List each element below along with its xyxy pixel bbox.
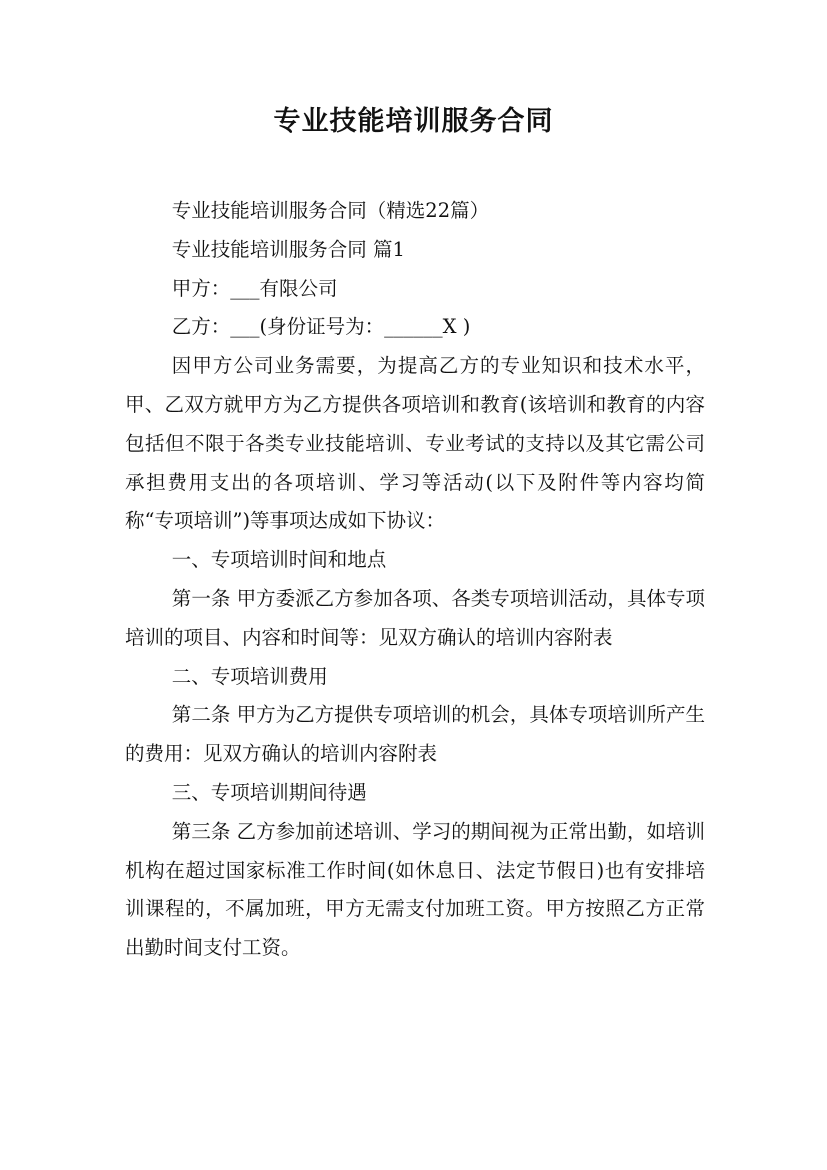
subtitle-paragraph: 专业技能培训服务合同（精选22篇）: [171, 199, 490, 222]
heading-two-paragraph: 二、专项培训费用: [171, 664, 328, 688]
article-one-paragraph: 第一条 甲方委派乙方参加各项、各类专项培训活动，具体专项培训的项目、内容和时间等：见双方确认的培训内容附表: [125, 586, 705, 649]
section-heading-paragraph: 专业技能培训服务合同 篇1: [171, 237, 405, 261]
preamble-paragraph: 因甲方公司业务需要，为提高乙方的专业知识和技术水平，甲、乙双方就甲方为乙方提供各项培训和教育(该培训和教育的内容包括但不限于各类专业技能培训、专业考试的支持以及其它需公司承担费用支出的各项培训、学习等活动(以下及附件等内容均简称“专项培训”)等事项达成如下协议：: [125, 354, 705, 533]
party-a-paragraph: 甲方：___有限公司: [171, 276, 338, 300]
document-title: 专业技能培训服务合同: [273, 106, 554, 137]
heading-three-paragraph: 三、专项培训期间待遇: [171, 780, 367, 804]
document-body: [125, 192, 705, 968]
article-two-paragraph: 第二条 甲方为乙方提供专项培训的机会，具体专项培训所产生的费用：见双方确认的培训内容附表: [125, 703, 705, 766]
article-three-paragraph: 第三条 乙方参加前述培训、学习的期间视为正常出勤，如培训机构在超过国家标准工作时间(如休息日、法定节假日)也有安排培训课程的，不属加班，甲方无需支付加班工资。甲方按照乙方正常出勤时间支付工资。: [125, 819, 705, 960]
heading-one-paragraph: 一、专项培训时间和地点: [171, 548, 387, 572]
party-b-paragraph: 乙方：___(身份证号为：______X ): [171, 315, 471, 339]
